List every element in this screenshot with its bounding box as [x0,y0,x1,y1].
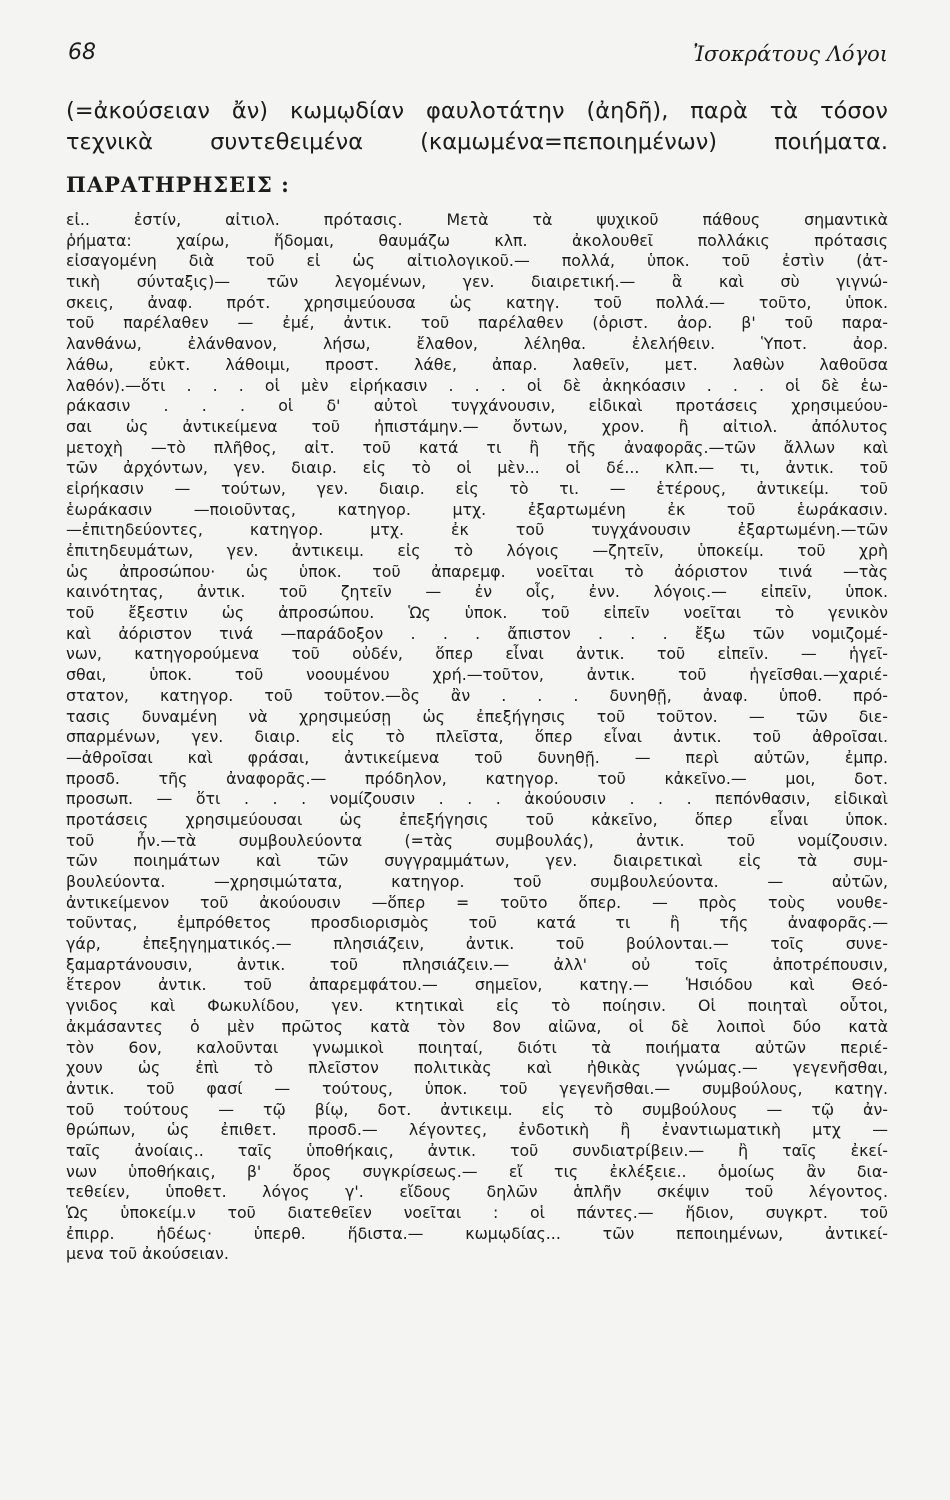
notes-line: —ἀθροῖσαι καὶ φράσαι, ἀντικείμενα τοῦ δυνηθῇ. — περὶ αὐτῶν, ἐμπρ. [66,747,888,767]
notes-line: εἰσαγομένη διὰ τοῦ εἰ ὡς αἰτιολογικοῦ.— πολλά, ὑποκ. τοῦ ἐστὶν (ἀτ- [66,251,888,271]
intro-paragraph [66,96,888,158]
notes-line: προτάσεις χρησιμεύουσαι ὡς ἐπεξήγησις τοῦ κἀκεῖνο, ὅπερ εἶναι ὑποκ. [66,809,888,829]
notes-line: τοῦ ἔξεστιν ὡς ἀπροσώπου. Ὡς ὑποκ. τοῦ εἰπεῖν νοεῖται τὸ γενικὸν [66,603,888,623]
notes-line: τεθείεν, ὑποθετ. λόγος γ'. εἴδους δηλῶν ἁπλῆν σκέψιν τοῦ λέγοντος. [66,1182,888,1202]
notes-line: ἐπιρρ. ἡδέως· ὑπερθ. ἥδιστα.— κωμῳδίας... τῶν πεποιημένων, ἀντικεί- [66,1223,888,1243]
notes-line: γνιδος καὶ Φωκυλίδου, γεν. κτητικαὶ εἰς τὸ ποίησιν. Οἱ ποιηταὶ οὗτοι, [66,996,888,1016]
notes-line: ράκασιν . . . οἱ δ' αὐτοὶ τυγχάνουσιν, εἰδικαὶ προτάσεις χρησιμεύου- [66,396,888,416]
notes-line: μετοχὴ —τὸ πλῆθος, αἰτ. τοῦ κατά τι ἢ τῆς ἀναφορᾶς.—τῶν ἄλλων καὶ [66,437,888,457]
intro-line: (=ἀκούσειαν ἄν) κωμῳδίαν φαυλοτάτην (ἀηδῆ), παρὰ τὰ τόσον [66,98,888,124]
section-heading: ΠΑΡΑΤΗΡΗΣΕΙΣ : [66,172,290,197]
notes-line: τῶν ἀρχόντων, γεν. διαιρ. εἰς τὸ οἱ μὲν... οἱ δέ... κλπ.— τι, ἀντικ. τοῦ [66,458,888,478]
notes-line: ἀντικ. τοῦ φασί — τούτους, ὑποκ. τοῦ γεγενῆσθαι.— συμβούλους, κατηγ. [66,1078,888,1098]
notes-line: τῶν ποιημάτων καὶ τῶν συγγραμμάτων, γεν. διαιρετικαὶ εἰς τὰ συμ- [66,851,888,871]
notes-line: μενα τοῦ ἀκούσειαν. [66,1244,229,1264]
notes-line: λαθόν).—ὅτι . . . οἱ μὲν εἰρήκασιν . . . οἱ δὲ ἀκηκόασιν . . . οἱ δὲ ἑω- [66,375,888,395]
notes-line: ταῖς ἀνοίαις.. ταῖς ὑποθήκαις, ἀντικ. τοῦ συνδιατρίβειν.— ἢ ταῖς ἐκεί- [66,1140,888,1160]
notes-line: χουν ὡς ἐπὶ τὸ πλεῖστον πολιτικὰς καὶ ἠθικὰς γνώμας.— γεγενῆσθαι, [66,1058,888,1078]
notes-line: σπαρμένων, γεν. διαιρ. εἰς τὸ πλεῖστα, ὅπερ εἶναι ἀντικ. τοῦ ἀθροῖσαι. [66,727,888,747]
notes-line: θρώπων, ὡς ἐπιθετ. προσδ.— λέγοντες, ἐνδοτικὴ ἢ ἐναντιωματικὴ μτχ — [66,1120,888,1140]
notes-line: —ἐπιτηδεύοντες, κατηγορ. μτχ. ἐκ τοῦ τυγχάνουσιν ἐξαρτωμένη.—τῶν [66,520,888,540]
notes-line: σθαι, ὑποκ. τοῦ νοουμένου χρή.—τοῦτον, ἀντικ. τοῦ ἡγεῖσθαι.—χαριέ- [66,665,888,685]
notes-line: ἀντικείμενον τοῦ ἀκούουσιν —ὅπερ = τοῦτο ὅπερ. — πρὸς τοὺς νουθε- [66,892,888,912]
notes-line: νων, κατηγορούμενα τοῦ οὐδέν, ὅπερ εἶναι ἀντικ. τοῦ εἰπεῖν. — ἡγεῖ- [66,644,888,664]
notes-line: τὸν 6ον, καλοῦνται γνωμικοὶ ποιηταί, διότι τὰ ποιήματα αὐτῶν περιέ- [66,1037,888,1057]
running-title: Ἰσοκράτους Λόγοι [693,42,888,66]
notes-line: Ὡς ὑποκείμ.ν τοῦ διατεθεῖεν νοεῖται : οἱ πάντες.— ἥδιον, συγκρτ. τοῦ [66,1203,888,1222]
notes-line: εἰρήκασιν — τούτων, γεν. διαιρ. εἰς τὸ τι. — ἑτέρους, ἀντικείμ. τοῦ [66,478,888,498]
notes-line: σκεις, ἀναφ. πρότ. χρησιμεύουσα ὡς κατηγ. τοῦ πολλά.— τοῦτο, ὑποκ. [66,292,888,312]
notes-line: στατον, κατηγορ. τοῦ τοῦτον.—ὃς ἂν . . . δυνηθῇ, ἀναφ. ὑποθ. πρό- [66,685,888,705]
notes-line: τοῦ ἦν.—τὰ συμβουλεύοντα (=τὰς συμβουλάς), ἀντικ. τοῦ νομίζουσιν. [66,830,888,850]
notes-line: τοῦ τούτους — τῷ βίῳ, δοτ. ἀντικειμ. εἰς τὸ συμβούλους — τῷ ἀν- [66,1099,888,1119]
intro-line: τεχνικὰ συντεθειμένα (καμωμένα=πεποιημένων) ποιήματα. [66,129,888,155]
notes-line: σαι ὡς ἀντικείμενα τοῦ ἠπιστάμην.— ὄντων, χρον. ἢ αἰτιολ. ἀπόλυτος [66,416,888,436]
notes-line: γάρ, ἐπεξηγηματικός.— πλησιάζειν, ἀντικ. τοῦ βούλονται.— τοῖς συνε- [66,934,888,954]
notes-line: τοῦ παρέλαθεν — ἐμέ, ἀντικ. τοῦ παρέλαθεν (ὁριστ. ἀορ. β' τοῦ παρα- [66,313,888,333]
notes-line: τικὴ σύνταξις)— τῶν λεγομένων, γεν. διαιρετική.— ἃ καὶ σὺ γιγνώ- [66,272,888,292]
notes-line: εἰ.. ἐστίν, αἰτιολ. πρότασις. Μετὰ τὰ ψυχικοῦ πάθους σημαντικὰ [66,210,888,229]
notes-line: ἑωράκασιν —ποιοῦντας, κατηγορ. μτχ. ἐξαρτωμένη ἐκ τοῦ ἑωράκασιν. [66,499,888,519]
notes-line: καινότητας, ἀντικ. τοῦ ζητεῖν — ἐν οἷς, ἐνν. λόγοις.— εἰπεῖν, ὑποκ. [66,582,888,602]
notes-line: λάθω, εὐκτ. λάθοιμι, προστ. λάθε, ἀπαρ. λαθεῖν, μετ. λαθὼν λαθοῦσα [66,354,888,374]
notes-line: βουλεύοντα. —χρησιμώτατα, κατηγορ. τοῦ συμβουλεύοντα. — αὐτῶν, [66,872,888,891]
notes-line: προσωπ. — ὅτι . . . νομίζουσιν . . . ἀκούουσιν . . . πεπόνθασιν, εἰδικαὶ [66,789,888,809]
notes-paragraph [66,210,888,1265]
notes-line: ἀκμάσαντες ὁ μὲν πρῶτος κατὰ τὸν 8ον αἰῶνα, οἱ δὲ λοιποὶ δύο κατὰ [66,1016,888,1036]
notes-line: καὶ ἀόριστον τινά —παράδοξον . . . ἄπιστον . . . ἔξω τῶν νομιζομέ- [66,623,888,643]
notes-line: λανθάνω, ἐλάνθανον, λήσω, ἔλαθον, λέληθα. ἐλελήθειν. Ὑποτ. ἀορ. [66,334,888,354]
notes-line: τασις δυναμένη νὰ χρησιμεύσῃ ὡς ἐπεξήγησις τοῦ τοῦτον. — τῶν διε- [66,706,888,726]
notes-line: ἕτερον ἀντικ. τοῦ ἀπαρεμφάτου.— σημεῖον, κατηγ.— Ἡσιόδου καὶ Θεό- [66,975,888,995]
notes-line: προσδ. τῆς ἀναφορᾶς.— πρόδηλον, κατηγορ. τοῦ κἀκεῖνο.— μοι, δοτ. [66,768,888,788]
notes-line: ῥήματα: χαίρω, ἥδομαι, θαυμάζω κλπ. ἀκολουθεῖ πολλάκις πρότασις [66,230,888,250]
notes-line: ὡς ἀπροσώπου· ὡς ὑποκ. τοῦ ἀπαρεμφ. νοεῖται τὸ ἀόριστον τινά —τὰς [66,561,888,581]
page-header [68,40,888,74]
page-number: 68 [68,40,96,65]
notes-line: τοῦντας, ἐμπρόθετος προσδιορισμὸς τοῦ κατά τι ἢ τῆς ἀναφορᾶς.— [66,913,888,933]
notes-line: ξαμαρτάνουσιν, ἀντικ. τοῦ πλησιάζειν.— ἀλλ' οὐ τοῖς ἀποτρέπουσιν, [66,954,888,974]
notes-line: ἐπιτηδευμάτων, γεν. ἀντικειμ. εἰς τὸ λόγοις —ζητεῖν, ὑποκείμ. τοῦ χρὴ [66,541,888,560]
notes-line: νων ὑποθήκαις, β' ὅρος συγκρίσεως.— εἴ τις ἐκλέξειε.. ὁμοίως ἂν δια- [66,1161,888,1181]
